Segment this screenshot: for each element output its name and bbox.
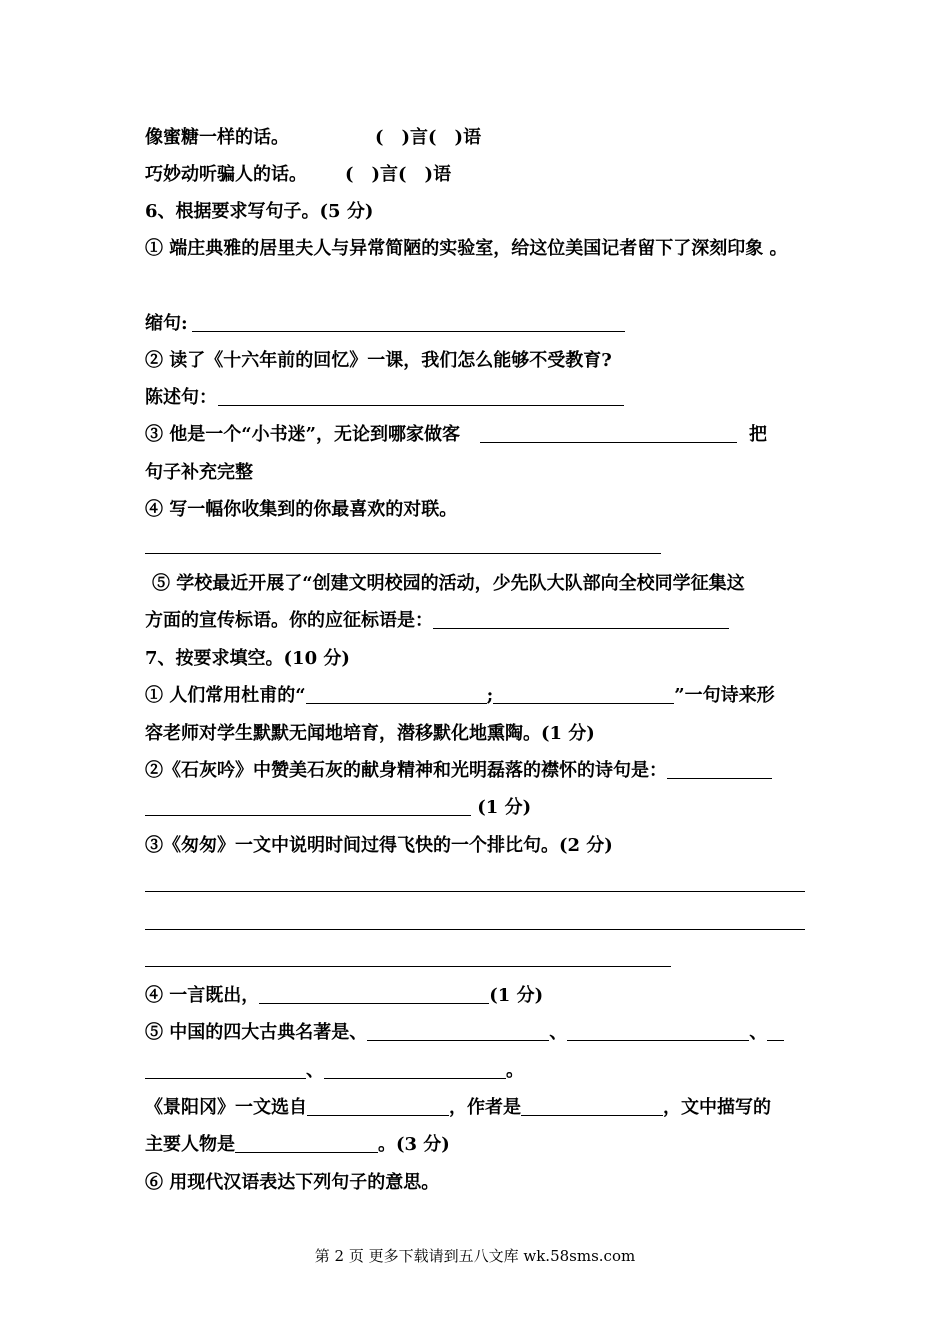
text: ③ 他是一个“小书迷”，无论到哪家做客: [145, 424, 460, 445]
q6-item5-cont: [145, 610, 729, 632]
text: 主要人物是: [145, 1134, 235, 1155]
q7-item1: [145, 685, 775, 707]
answer-line[interactable]: [493, 685, 674, 704]
answer-line[interactable]: [667, 760, 772, 779]
answer-line[interactable]: [567, 1022, 749, 1041]
q7-item2-cont: [145, 797, 531, 819]
answer-line[interactable]: [433, 610, 729, 629]
text: 。(3 分): [378, 1134, 450, 1155]
q6-shorten-label: 缩句:: [145, 313, 188, 334]
q6-declarative-label: 陈述句：: [145, 387, 217, 408]
q7-heading: 7、按要求填空。(10 分): [145, 648, 350, 669]
text: ⑤ 中国的四大古典名著是、: [145, 1022, 368, 1043]
q7-item3: ③《匆匆》一文中说明时间过得飞快的一个排比句。(2 分): [145, 835, 613, 856]
answer-line[interactable]: [145, 966, 671, 967]
text: ，作者是: [449, 1097, 521, 1118]
answer-line[interactable]: [192, 331, 625, 332]
text: (1 分): [471, 797, 532, 818]
text: 《景阳冈》一文选自: [145, 1097, 307, 1118]
text: 方面的宣传标语。你的应征标语是：: [145, 610, 433, 631]
q6-item3: [145, 424, 767, 446]
q7-item5-cont: [145, 1060, 524, 1082]
q6-item3-cont: 句子补充完整: [145, 462, 253, 483]
text: ，文中描写的: [663, 1097, 771, 1118]
answer-line[interactable]: [324, 1060, 506, 1079]
text: (1 分): [489, 985, 544, 1006]
q6-item2: ② 读了《十六年前的回忆》一课，我们怎么能够不受教育?: [145, 350, 612, 371]
answer-line[interactable]: [306, 685, 487, 704]
line-deceit-words: [145, 164, 451, 186]
answer-line[interactable]: [235, 1134, 378, 1153]
text: 。: [506, 1060, 524, 1081]
answer-line[interactable]: [145, 929, 805, 930]
q6-item5: ⑤ 学校最近开展了“创建文明校园的活动，少先队大队部向全校同学征集这: [152, 573, 745, 594]
answer-line[interactable]: [145, 797, 471, 816]
q7-jingyanggang-cont: [145, 1134, 450, 1156]
text: ②《石灰吟》中赞美石灰的献身精神和光明磊落的襟怀的诗句是：: [145, 760, 667, 781]
answer-line[interactable]: [218, 405, 624, 406]
q7-item2: [145, 760, 772, 782]
text: 巧妙动听骗人的话。: [145, 164, 307, 185]
q7-item6: ⑥ 用现代汉语表达下列句子的意思。: [145, 1172, 440, 1193]
text: 、: [306, 1060, 324, 1081]
page-footer: 第 2 页 更多下载请到五八文库 wk.58sms.com: [314, 1247, 636, 1265]
q7-jingyanggang: [145, 1097, 771, 1119]
line-sweet-words: [145, 127, 481, 149]
text: ”一句诗来形: [674, 685, 775, 706]
idiom-blank: ( )言( )语: [345, 164, 452, 185]
answer-line[interactable]: [145, 891, 805, 892]
idiom-blank: ( )言( )语: [375, 127, 482, 148]
text: ;: [486, 685, 494, 706]
text: 把: [748, 424, 767, 445]
q6-item1: ① 端庄典雅的居里夫人与异常简陋的实验室，给这位美国记者留下了深刻印象 。: [145, 238, 788, 259]
q7-item5: [145, 1022, 784, 1044]
q6-item4: ④ 写一幅你收集到的你最喜欢的对联。: [145, 499, 458, 520]
answer-line[interactable]: [307, 1097, 449, 1116]
answer-line[interactable]: [521, 1097, 663, 1116]
text: ① 人们常用杜甫的“: [145, 685, 306, 706]
answer-line[interactable]: [145, 1060, 306, 1079]
q7-item1-cont: 容老师对学生默默无闻地培育，潜移默化地熏陶。(1 分): [145, 723, 595, 744]
q7-item4: [145, 985, 543, 1007]
answer-line[interactable]: [367, 1022, 549, 1041]
text: 像蜜糖一样的话。: [145, 127, 289, 148]
answer-line[interactable]: [259, 985, 489, 1004]
text: 、: [549, 1022, 568, 1043]
q6-heading: 6、根据要求写句子。(5 分): [145, 201, 374, 222]
answer-line[interactable]: [145, 553, 661, 554]
text: ④ 一言既出，: [145, 985, 260, 1006]
text: 、: [749, 1022, 768, 1043]
answer-line[interactable]: [480, 424, 737, 443]
answer-line[interactable]: [767, 1022, 784, 1041]
